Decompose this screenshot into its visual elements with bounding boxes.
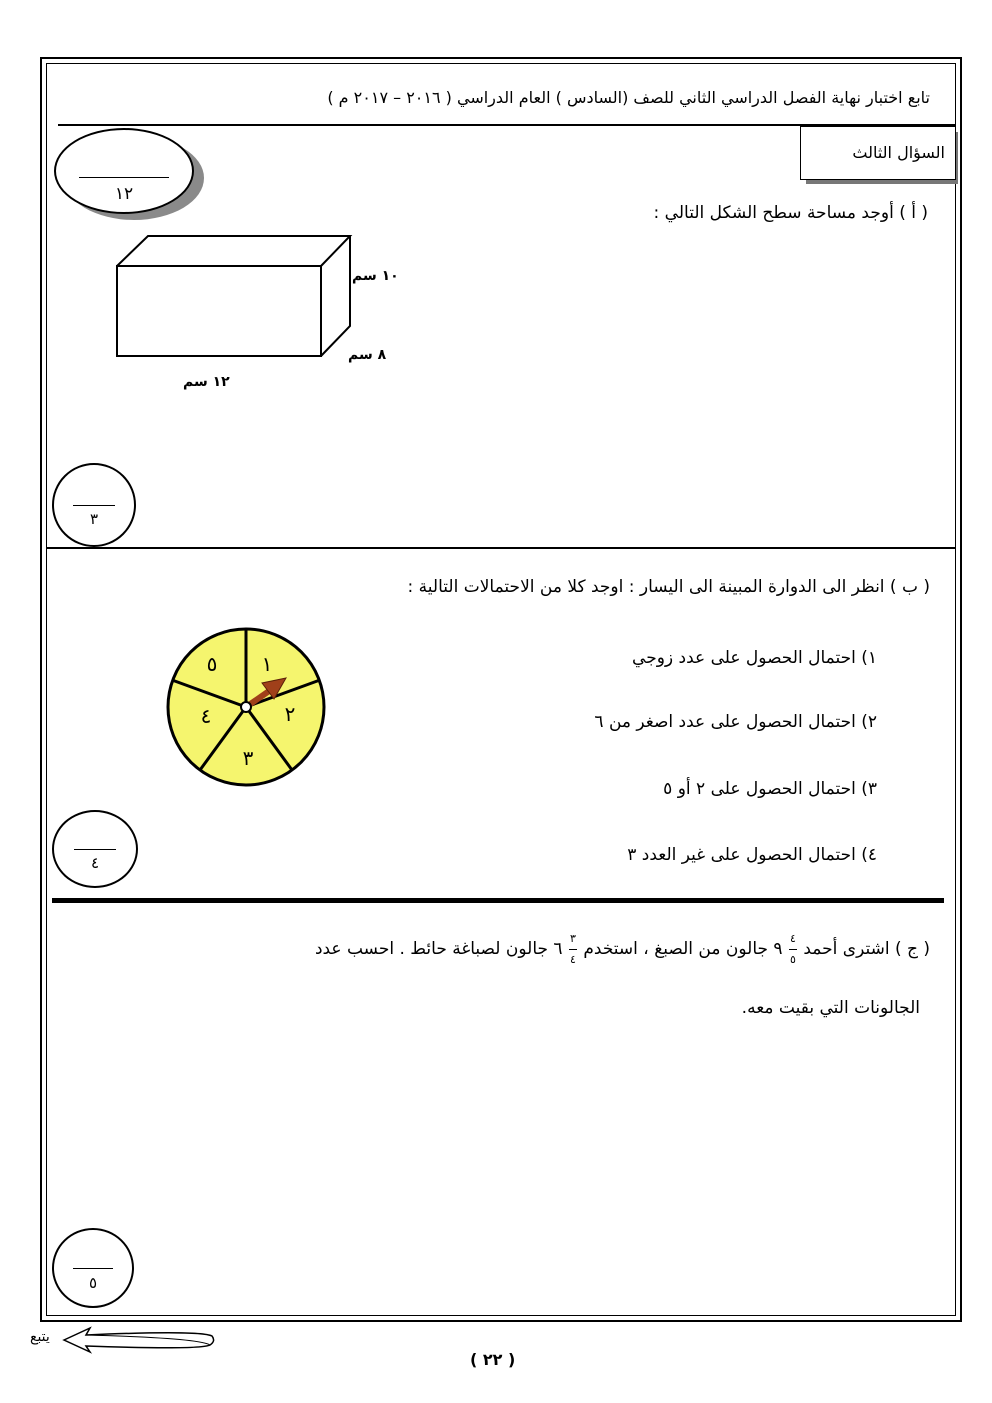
part-b-item-4: ٤) احتمال الحصول على غير العدد ٣ [627, 845, 877, 865]
page-number: ( ٢٢ ) [470, 1350, 516, 1369]
cuboid-top-face [117, 236, 350, 266]
part-b-score-circle [52, 810, 138, 888]
question-label-box [800, 126, 956, 180]
question-label: السؤال الثالث [852, 143, 945, 162]
part-c-score-bar [73, 1268, 114, 1269]
part-c-score-circle [52, 1228, 134, 1308]
part-b-item-3: ٣) احتمال الحصول على ٢ أو ٥ [663, 779, 877, 799]
mixed-number-2-fraction [568, 932, 578, 966]
cuboid-length-label: ١٢ سم [183, 374, 230, 390]
part-a-score-value: ٣ [89, 510, 99, 528]
mixed-number-1 [773, 932, 798, 966]
continue-arrow-icon [60, 1324, 220, 1354]
total-score-bar [79, 177, 169, 178]
part-a-score-circle [52, 463, 136, 547]
part-b-score-value: ٤ [90, 854, 100, 872]
part-a-prompt: ( أ ) أوجد مساحة سطح الشكل التالي : [653, 203, 928, 223]
mixed-number-1-whole: ٩ [773, 939, 783, 959]
part-b-score-bar [74, 849, 117, 850]
continue-label: يتبع [30, 1329, 50, 1345]
total-score-oval [54, 128, 194, 214]
mixed-number-2-whole: ٦ [553, 939, 563, 959]
part-c-text-1: ( ج ) اشترى أحمد [803, 939, 930, 959]
part-c-line-2: الجالونات التي بقيت معه. [741, 998, 920, 1018]
total-score-value: ١٢ [114, 184, 134, 204]
spinner-sector-1: ١ [261, 652, 273, 676]
part-b-item-1: ١) احتمال الحصول على عدد زوجي [632, 648, 877, 668]
part-b-item-2: ٢) احتمال الحصول على عدد اصغر من ٦ [594, 712, 877, 732]
part-a-score-bar [73, 505, 115, 506]
mixed-number-1-fraction [788, 932, 798, 966]
cuboid-height-label: ١٠ سم [352, 268, 399, 284]
section-divider-a-b [46, 547, 956, 549]
cuboid-depth-label: ٨ سم [348, 347, 387, 363]
mixed-number-2-numerator: ٣ [570, 932, 576, 945]
cuboid-front-face [117, 266, 321, 356]
spinner-sector-4: ٤ [200, 704, 212, 728]
part-c-text-2: جالون من الصبغ ، استخدم [583, 939, 769, 959]
spinner-sector-2: ٢ [284, 702, 296, 726]
mixed-number-1-numerator: ٤ [790, 932, 796, 945]
part-b-prompt: ( ب ) انظر الى الدوارة المبينة الى اليسار : اوجد كلا من الاحتمالات التالية : [407, 577, 930, 597]
section-divider-b-c [52, 898, 944, 903]
exam-header-title: تابع اختبار نهاية الفصل الدراسي الثاني للصف (السادس ) العام الدراسي ( ٢٠١٦ – ٢٠١٧ م ) [327, 88, 930, 107]
cuboid-side-face [321, 236, 350, 356]
part-c-line-1 [315, 932, 930, 966]
spinner-sector-3: ٣ [242, 746, 254, 770]
part-c-text-3: جالون لصباغة حائط . احسب عدد [314, 939, 549, 959]
mixed-number-2 [553, 932, 578, 966]
part-c-score-value: ٥ [88, 1274, 98, 1292]
cuboid-diagram [100, 225, 420, 400]
spinner [162, 623, 332, 793]
spinner-pivot [241, 702, 251, 712]
spinner-sector-5: ٥ [206, 652, 218, 676]
mixed-number-1-denominator: ٥ [790, 953, 796, 966]
mixed-number-2-denominator: ٤ [570, 953, 576, 966]
